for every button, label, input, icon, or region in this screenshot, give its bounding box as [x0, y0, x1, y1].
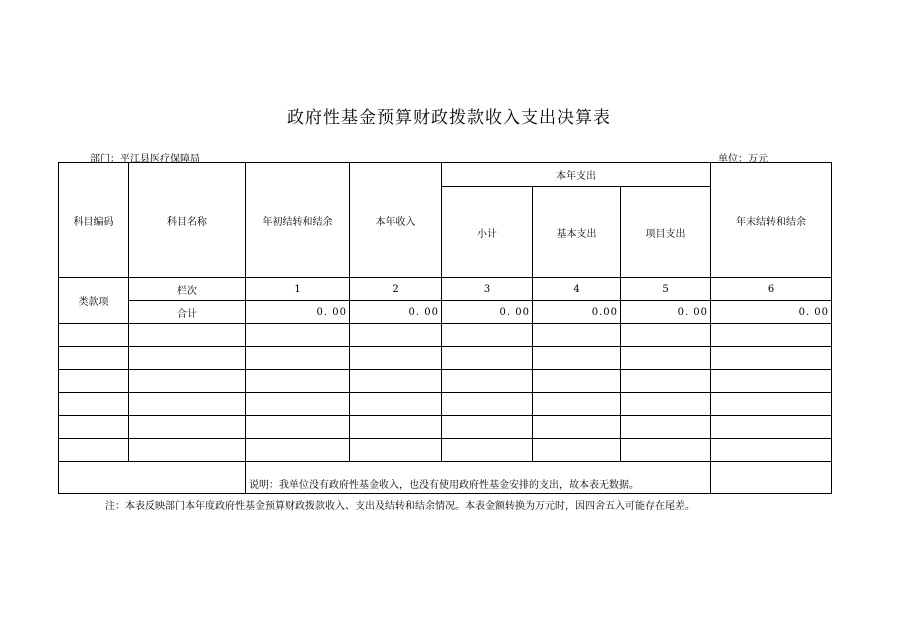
- header-project: 项目支出: [621, 187, 711, 278]
- header-expenditure: 本年支出: [442, 163, 711, 187]
- total-value: 0.00: [533, 301, 621, 324]
- total-value: 0. 00: [711, 301, 832, 324]
- column-number: 1: [246, 278, 350, 301]
- header-subject-code: 科目编码: [59, 163, 129, 278]
- header-basic: 基本支出: [533, 187, 621, 278]
- column-number-label: 栏次: [129, 278, 246, 301]
- header-opening-balance: 年初结转和结余: [246, 163, 350, 278]
- header-income: 本年收入: [350, 163, 442, 278]
- table-row: [59, 416, 832, 439]
- total-label: 合计: [129, 301, 246, 324]
- page-title: 政府性基金预算财政拨款收入支出决算表: [287, 108, 611, 128]
- table-row: [59, 439, 832, 462]
- remark-text: 说明：我单位没有政府性基金收入，也没有使用政府性基金安排的支出，故本表无数据。: [246, 462, 711, 494]
- table-row: [59, 393, 832, 416]
- column-number: 4: [533, 278, 621, 301]
- column-number: 6: [711, 278, 832, 301]
- column-number: 2: [350, 278, 442, 301]
- table-row: [59, 324, 832, 347]
- total-value: 0. 00: [442, 301, 533, 324]
- column-number: 3: [442, 278, 533, 301]
- category-label: 类款项: [59, 278, 129, 324]
- total-value: 0. 00: [621, 301, 711, 324]
- budget-table: [58, 162, 832, 494]
- department-label: 部门：平江县医疗保障局: [90, 154, 200, 165]
- total-value: 0. 00: [246, 301, 350, 324]
- header-closing-balance: 年末结转和结余: [711, 163, 832, 278]
- total-value: 0. 00: [350, 301, 442, 324]
- table-row: [59, 370, 832, 393]
- header-subject-name: 科目名称: [129, 163, 246, 278]
- footnote: 注：本表反映部门本年度政府性基金预算财政拨款收入、支出及结转和结余情况。本表金额转换为万元时，因四舍五入可能存在尾差。: [105, 501, 695, 512]
- unit-label: 单位：万元: [718, 154, 768, 165]
- column-number: 5: [621, 278, 711, 301]
- table-row: [59, 347, 832, 370]
- header-subtotal: 小计: [442, 187, 533, 278]
